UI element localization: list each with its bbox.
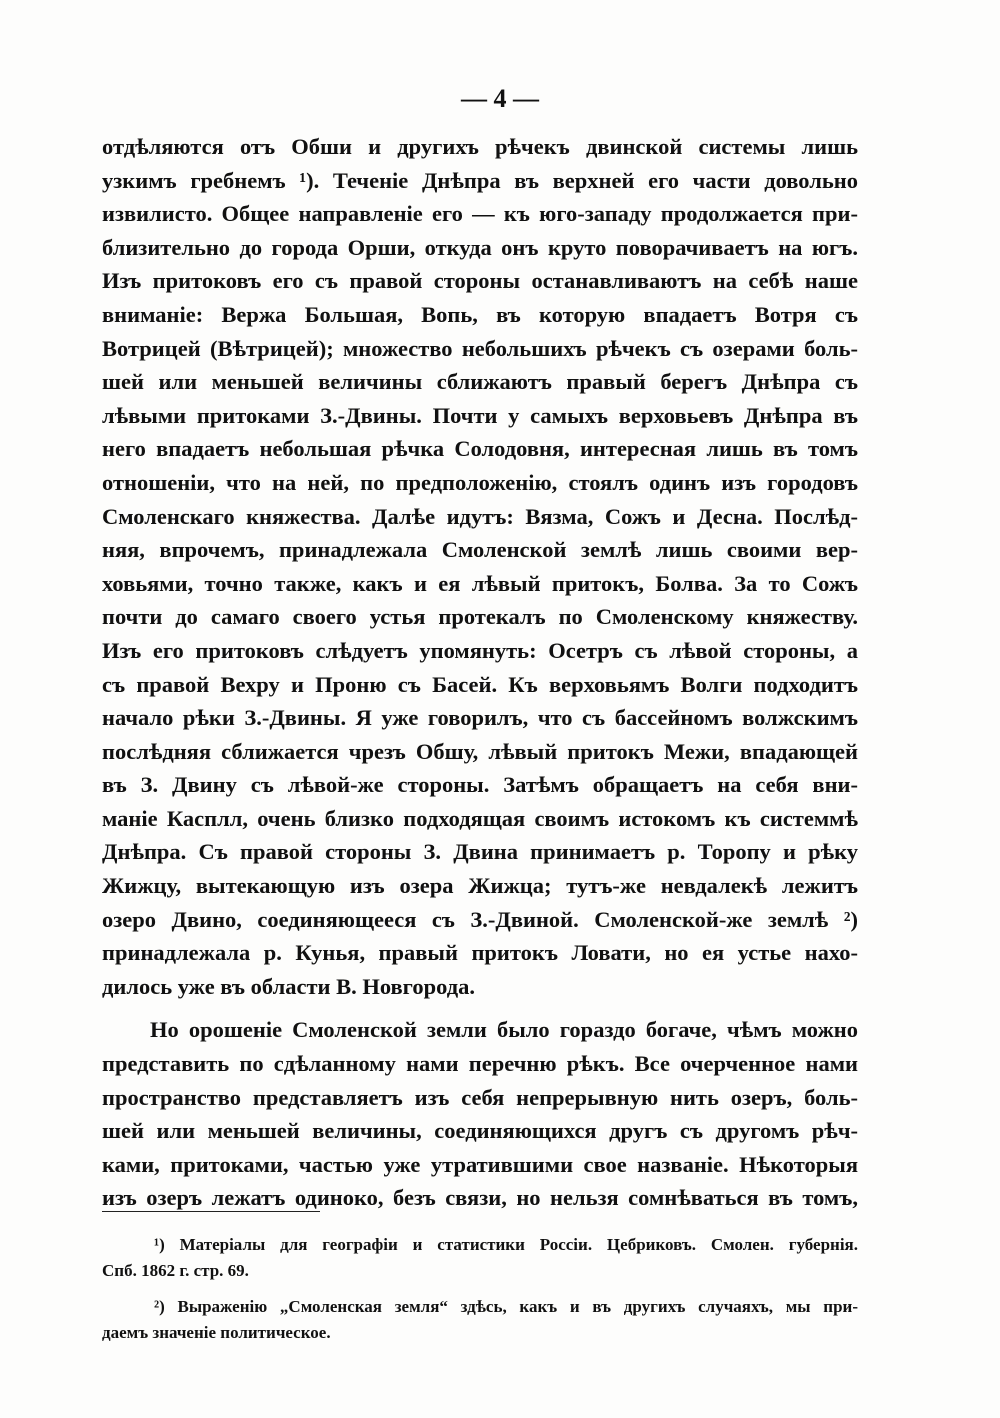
paragraph-1	[102, 130, 858, 1003]
footnote-line: ¹) Матеріалы для географіи и статистики Россіи. Цебриковъ. Смолен. губернія.	[154, 1235, 858, 1254]
text-line: няя, впрочемъ, принадлежала Смоленской землѣ лишь своими вер-	[102, 537, 858, 563]
text-line: него впадаетъ небольшая рѣчка Солодовня, интересная лишь въ томъ	[102, 436, 858, 462]
footnote-line: Спб. 1862 г. стр. 69.	[102, 1261, 249, 1280]
text-line: изъ озеръ лежатъ одиноко, безъ связи, но нельзя сомнѣваться въ томъ,	[102, 1185, 858, 1211]
text-line: шей или меньшей величины, соединяющихся другъ съ другомъ рѣч-	[102, 1118, 858, 1144]
text-line: съ правой Вехру и Проню съ Басей. Къ верховьямъ Волги подходитъ	[102, 671, 858, 697]
text-line: Смоленскаго княжества. Далѣе идутъ: Вязма, Сожъ и Десна. Послѣд-	[102, 503, 858, 529]
text-line: отношеніи, что на ней, по предположенію, стоялъ одинъ изъ городовъ	[102, 469, 858, 495]
text-line: ховьями, точно также, какъ и ея лѣвый притокъ, Болва. За то Сожъ	[102, 570, 858, 596]
text-line: почти до самаго своего устья протекалъ по Смоленскому княжеству.	[102, 604, 858, 630]
paragraph-gap	[102, 1003, 858, 1013]
paragraph-2	[102, 1013, 858, 1215]
text-line: Жижцу, вытекающую изъ озера Жижца; тутъ-же невдалекѣ лежитъ	[102, 873, 858, 899]
text-line: послѣдняя сближается чрезъ Обшу, лѣвый притокъ Межи, впадающей	[102, 738, 858, 764]
text-line: Но орошеніе Смоленской земли было гораздо богаче, чѣмъ можно	[150, 1017, 858, 1043]
text-line: въ З. Двину съ лѣвой-же стороны. Затѣмъ обращаетъ на себя вни-	[102, 772, 858, 798]
text-line: узкимъ гребнемъ ¹). Теченіе Днѣпра въ верхней его части довольно	[102, 167, 858, 193]
text-line: начало рѣки З.-Двины. Я уже говорилъ, что съ бассейномъ волжскимъ	[102, 705, 858, 731]
text-line: лѣвыми притоками З.-Двины. Почти у самыхъ верховьевъ Днѣпра въ	[102, 402, 858, 428]
footnote-gap	[102, 1284, 858, 1294]
text-line: озеро Двино, соединяющееся съ З.-Двиной. Смоленской-же землѣ ²)	[102, 906, 858, 932]
text-line: представить по сдѣланному нами перечню рѣкъ. Все очерченное нами	[102, 1051, 858, 1077]
text-line: принадлежала р. Кунья, правый притокъ Ловати, но ея устье нахо-	[102, 940, 858, 966]
text-line: ками, притоками, частью уже утратившими свое названіе. Нѣкоторыя	[102, 1151, 858, 1177]
text-line: Днѣпра. Съ правой стороны З. Двина принимаетъ р. Торопу и рѣку	[102, 839, 858, 865]
page-number: — 4 —	[461, 84, 539, 113]
text-line: Изъ его притоковъ слѣдуетъ упомянуть: Осетръ съ лѣвой стороны, а	[102, 637, 858, 663]
footnote-1	[102, 1232, 858, 1284]
text-line: Изъ притоковъ его съ правой стороны останавливаютъ на себѣ наше	[102, 268, 858, 294]
text-line: шей или меньшей величины сближаютъ правый берегъ Днѣпра съ	[102, 369, 858, 395]
text-line: близительно до города Орши, откуда онъ круто поворачиваетъ на югъ.	[102, 234, 858, 260]
footnote-line: даемъ значеніе политическое.	[102, 1323, 331, 1342]
footnotes	[102, 1232, 858, 1346]
footnote-2	[102, 1294, 858, 1346]
text-line: Вотрицей (Вѣтрицей); множество небольшихъ рѣчекъ съ озерами боль-	[102, 335, 858, 361]
main-text	[102, 130, 858, 1215]
text-line: извилисто. Общее направленіе его — къ юго-западу продолжается при-	[102, 201, 858, 227]
footnote-divider	[102, 1211, 320, 1212]
text-line: пространство представляетъ изъ себя непрерывную нить озеръ, боль-	[102, 1084, 858, 1110]
footnote-line: ²) Выраженію „Смоленская земля“ здѣсь, какъ и въ другихъ случаяхъ, мы при-	[154, 1297, 858, 1316]
text-line: вниманіе: Вержа Большая, Вопь, въ которую впадаетъ Вотря съ	[102, 301, 858, 327]
text-line: дилось уже въ области В. Новгорода.	[102, 973, 475, 999]
text-line: маніе Касплл, очень близко подходящая своимъ истокомъ къ системмѣ	[102, 805, 858, 831]
text-line: отдѣляются отъ Обши и другихъ рѣчекъ двинской системы лишь	[102, 134, 858, 159]
